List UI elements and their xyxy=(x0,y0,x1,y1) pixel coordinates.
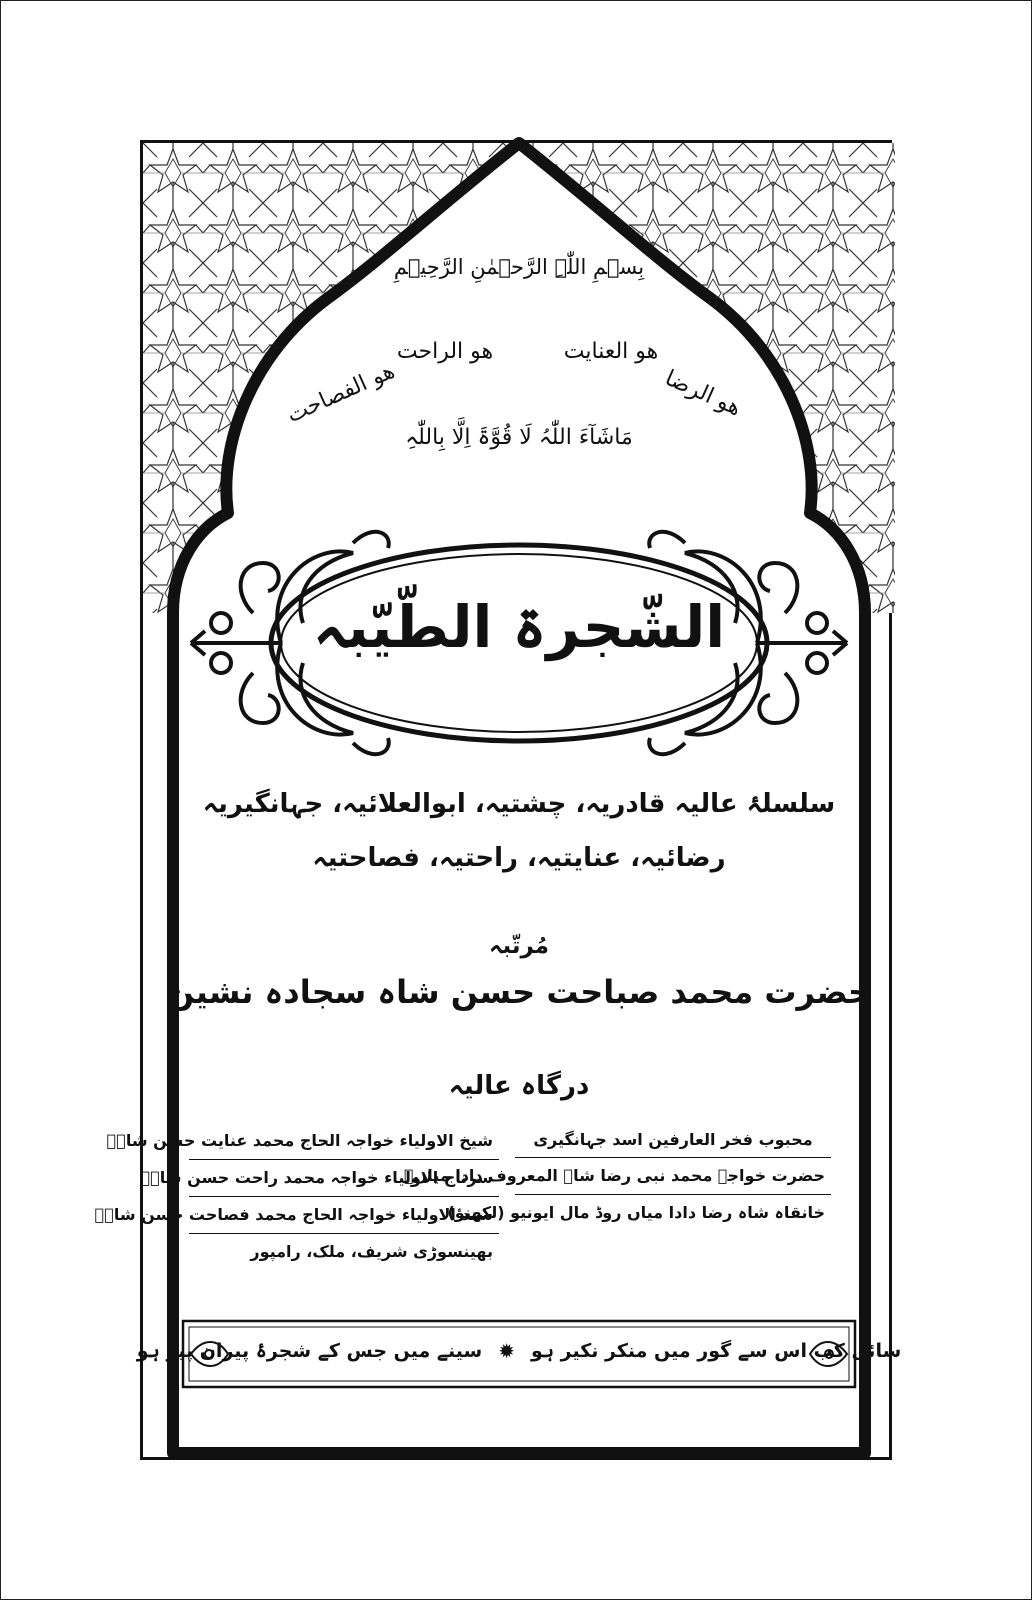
dargah-heading: درگاہ عالیہ xyxy=(448,1071,590,1101)
attribute-raza: ھو الرضا xyxy=(661,365,745,422)
compiler-name: حضرت محمد صباحت حسن شاہ سجادہ نشین xyxy=(166,973,872,1011)
left-column-line: بھینسوڑی شریف، ملک، رامپور xyxy=(250,1242,493,1261)
right-column-line: خانقاہ شاہ رضا دادا میاں روڈ مال ایونیو (لکھنؤ) xyxy=(447,1203,825,1222)
couplet xyxy=(136,1339,902,1363)
left-column-line: سرتاج الاولیاء خواجہ محمد راحت حسن شاہؒ xyxy=(189,1160,499,1197)
left-column-line: شیخ الاولیاء خواجہ الحاج محمد عنایت حسن شاہؒ xyxy=(189,1123,499,1160)
bismillah: بِسۡمِ اللّٰہِ الرَّحۡمٰنِ الرَّحِیۡمِ xyxy=(393,255,645,279)
mashallah-line: مَاشَآءَ اللّٰہُ لَا قُوَّۃَ اِلَّا بِاللّٰہِ xyxy=(405,425,633,450)
left-column-line: سند الاولیاء خواجہ الحاج محمد فصاحت حسن شاہؒ xyxy=(189,1197,499,1234)
left-column xyxy=(94,1123,499,1270)
book-title: الشّجرۃ الطّیّبہ xyxy=(312,593,726,661)
right-column-heading: محبوب فخر العارفین اسد جہانگیری xyxy=(515,1123,831,1158)
couplet-first-hemistich: سائل کب اس سے گور میں منکر نکیر ہو xyxy=(531,1340,902,1362)
right-column xyxy=(403,1123,831,1231)
couplet-second-hemistich: سینے میں جس کے شجرۂ پیران پیر ہو xyxy=(136,1340,483,1362)
silsila-line-1: سلسلۂ عالیہ قادریہ، چشتیہ، ابوالعلائیہ، جہانگیریہ xyxy=(202,789,836,819)
compiler-label: مُرتّبہ xyxy=(488,933,550,959)
attribute-rahat: ھو الراحت xyxy=(396,339,494,364)
title-page-frame xyxy=(94,140,902,1460)
right-column-line: حضرت خواجہ محمد نبی رضا شاہ المعروف دادا میاںؒ xyxy=(515,1158,831,1195)
attribute-fasahat: ھو الفصاحت xyxy=(283,358,399,429)
star-separator-icon: ✹ xyxy=(498,1339,516,1363)
silsila-line-2: رضائیہ، عنایتیہ، راحتیہ، فصاحتیہ xyxy=(312,843,726,873)
attribute-inayat: ھو العنایت xyxy=(563,339,659,364)
